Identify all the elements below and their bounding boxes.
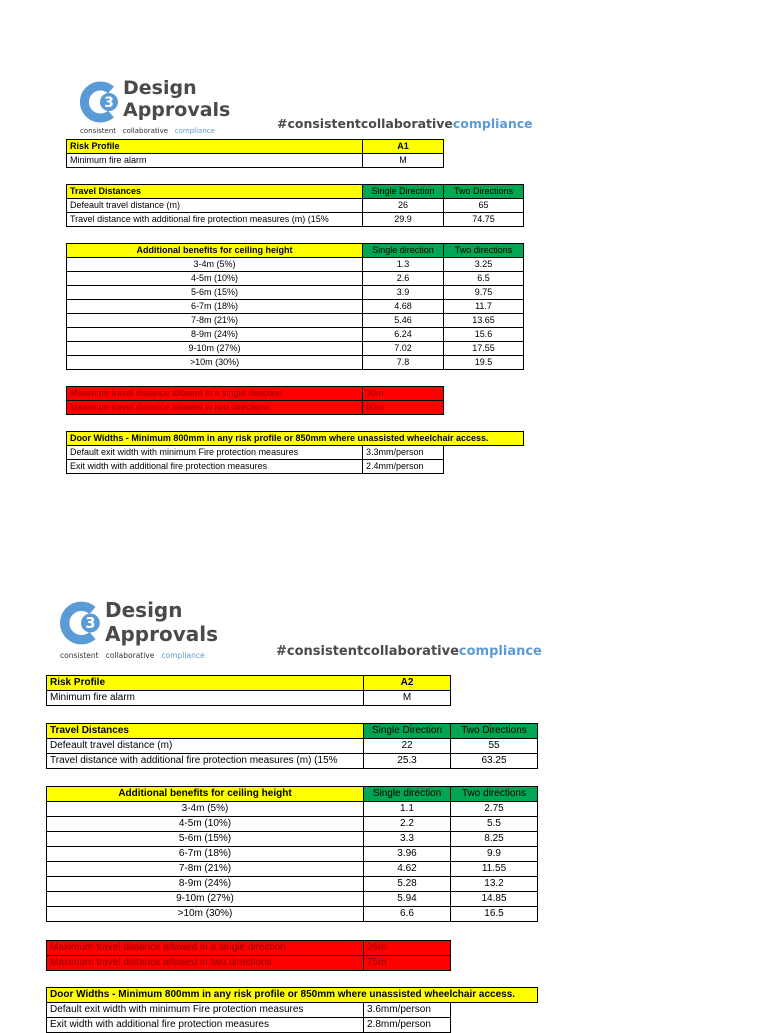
ceiling-row-two: 6.5 bbox=[444, 272, 524, 286]
table-row bbox=[67, 446, 524, 460]
logo-line2: Approvals bbox=[105, 622, 219, 646]
ceiling-row-two: 9.75 bbox=[444, 286, 524, 300]
ceiling-row-label: 3-4m (5%) bbox=[67, 258, 363, 272]
door-row-value: 2.4mm/person bbox=[363, 460, 444, 474]
ceiling-row-single: 1.3 bbox=[363, 258, 444, 272]
travel-row-single: 29.9 bbox=[363, 213, 444, 227]
ceiling-row-label: 3-4m (5%) bbox=[47, 802, 364, 817]
travel-row-single: 22 bbox=[364, 739, 451, 754]
ceiling-row-single: 4.68 bbox=[363, 300, 444, 314]
ceiling-row-two: 14.85 bbox=[451, 892, 538, 907]
risk-profile-label: Risk Profile bbox=[47, 676, 364, 691]
travel-row-label: Travel distance with additional fire protection measures (m) (15% bbox=[47, 754, 364, 769]
ceiling-row-single: 6.24 bbox=[363, 328, 444, 342]
ceiling-row-single: 5.94 bbox=[364, 892, 451, 907]
max-value: 75m bbox=[364, 956, 451, 971]
table-row bbox=[67, 342, 524, 356]
travel-row-two: 65 bbox=[444, 199, 524, 213]
ceiling-row-label: 5-6m (15%) bbox=[67, 286, 363, 300]
ceiling-row-single: 5.28 bbox=[364, 877, 451, 892]
door-row-value: 3.6mm/person bbox=[364, 1003, 451, 1018]
ceiling-row-label: 8-9m (24%) bbox=[47, 877, 364, 892]
ceiling-row-two: 2.75 bbox=[451, 802, 538, 817]
logo-tagline: consistent collaborative compliance bbox=[80, 127, 215, 135]
ceiling-height-table bbox=[66, 243, 524, 370]
alarm-value: M bbox=[364, 691, 451, 706]
risk-profile-code: A1 bbox=[363, 140, 444, 154]
alarm-label: Minimum fire alarm bbox=[47, 691, 364, 706]
max-value: 26m bbox=[364, 941, 451, 956]
ceiling-row-two: 19.5 bbox=[444, 356, 524, 370]
travel-header: Travel Distances bbox=[47, 724, 364, 739]
travel-row-two: 55 bbox=[451, 739, 538, 754]
hashtag: #consistentcollaborativecompliance bbox=[277, 116, 533, 131]
door-row-value: 3.3mm/person bbox=[363, 446, 444, 460]
ceiling-row-label: 4-5m (10%) bbox=[67, 272, 363, 286]
ceiling-row-single: 4.62 bbox=[364, 862, 451, 877]
logo-line1: Design bbox=[105, 598, 183, 622]
travel-distances-table bbox=[46, 723, 538, 769]
ceiling-row-single: 2.6 bbox=[363, 272, 444, 286]
table-row bbox=[67, 314, 524, 328]
door-row-label: Default exit width with minimum Fire protection measures bbox=[67, 446, 363, 460]
table-row bbox=[67, 213, 524, 227]
ceiling-row-two: 8.25 bbox=[451, 832, 538, 847]
ceiling-row-label: 7-8m (21%) bbox=[67, 314, 363, 328]
door-row-label: Exit width with additional fire protection measures bbox=[47, 1018, 364, 1033]
ceiling-row-two: 13.2 bbox=[451, 877, 538, 892]
travel-header: Travel Distances bbox=[67, 185, 363, 199]
door-header: Door Widths - Minimum 800mm in any risk profile or 850mm where unassisted wheelchair access. bbox=[47, 988, 538, 1003]
ceiling-row-two: 9.9 bbox=[451, 847, 538, 862]
travel-distances-table bbox=[66, 184, 524, 227]
travel-row-two: 74.75 bbox=[444, 213, 524, 227]
ceiling-row-label: 6-7m (18%) bbox=[47, 847, 364, 862]
c3-logo-icon bbox=[58, 600, 104, 646]
ceiling-row-single: 6.6 bbox=[364, 907, 451, 922]
table-row bbox=[67, 199, 524, 213]
travel-col-two: Two Directions bbox=[451, 724, 538, 739]
ceiling-row-label: 4-5m (10%) bbox=[47, 817, 364, 832]
c3-logo-icon bbox=[78, 80, 122, 124]
logo-tagline: consistent collaborative compliance bbox=[60, 651, 205, 660]
max-value: 90m bbox=[363, 401, 444, 415]
travel-row-single: 25.3 bbox=[364, 754, 451, 769]
table-row bbox=[67, 356, 524, 370]
table-row bbox=[47, 877, 538, 892]
ceiling-row-two: 3.25 bbox=[444, 258, 524, 272]
ceiling-row-label: 9-10m (27%) bbox=[67, 342, 363, 356]
ceiling-row-single: 5.46 bbox=[363, 314, 444, 328]
table-row bbox=[47, 907, 538, 922]
table-row bbox=[47, 847, 538, 862]
travel-col-two: Two Directions bbox=[444, 185, 524, 199]
max-travel-table bbox=[46, 940, 451, 971]
table-row bbox=[47, 941, 451, 956]
risk-profile-table bbox=[66, 139, 444, 168]
door-header: Door Widths - Minimum 800mm in any risk profile or 850mm where unassisted wheelchair access. bbox=[67, 432, 524, 446]
max-label: Maximum travel distance allowed in two directions bbox=[47, 956, 364, 971]
table-row bbox=[47, 754, 538, 769]
ceiling-col-two: Two directions bbox=[451, 787, 538, 802]
max-travel-table bbox=[66, 386, 444, 415]
door-widths-table bbox=[46, 987, 538, 1033]
ceiling-header: Additional benefits for ceiling height bbox=[47, 787, 364, 802]
table-row bbox=[47, 892, 538, 907]
svg-text:3: 3 bbox=[104, 95, 114, 111]
ceiling-row-two: 15.6 bbox=[444, 328, 524, 342]
ceiling-row-two: 5.5 bbox=[451, 817, 538, 832]
table-row bbox=[67, 460, 524, 474]
ceiling-row-label: 7-8m (21%) bbox=[47, 862, 364, 877]
door-widths-table bbox=[66, 431, 524, 474]
ceiling-height-table bbox=[46, 786, 538, 922]
table-row bbox=[47, 832, 538, 847]
table-row bbox=[67, 387, 444, 401]
risk-profile-table bbox=[46, 675, 451, 706]
ceiling-row-label: >10m (30%) bbox=[67, 356, 363, 370]
door-row-value: 2.8mm/person bbox=[364, 1018, 451, 1033]
table-row bbox=[47, 862, 538, 877]
max-label: Maximum travel distance allowed in a single direction bbox=[47, 941, 364, 956]
travel-row-label: Defeault travel distance (m) bbox=[67, 199, 363, 213]
table-row bbox=[47, 817, 538, 832]
alarm-value: M bbox=[363, 154, 444, 168]
ceiling-row-single: 3.96 bbox=[364, 847, 451, 862]
risk-profile-label: Risk Profile bbox=[67, 140, 363, 154]
ceiling-row-single: 1.1 bbox=[364, 802, 451, 817]
travel-col-single: Single Direction bbox=[364, 724, 451, 739]
ceiling-row-single: 2.2 bbox=[364, 817, 451, 832]
table-row bbox=[67, 272, 524, 286]
table-row bbox=[67, 258, 524, 272]
ceiling-row-label: >10m (30%) bbox=[47, 907, 364, 922]
risk-profile-code: A2 bbox=[364, 676, 451, 691]
ceiling-row-two: 11.55 bbox=[451, 862, 538, 877]
travel-row-two: 63.25 bbox=[451, 754, 538, 769]
table-row bbox=[47, 802, 538, 817]
ceiling-row-label: 9-10m (27%) bbox=[47, 892, 364, 907]
ceiling-col-single: Single direction bbox=[363, 244, 444, 258]
table-row bbox=[67, 328, 524, 342]
table-row bbox=[67, 286, 524, 300]
table-row bbox=[47, 956, 451, 971]
door-row-label: Default exit width with minimum Fire protection measures bbox=[47, 1003, 364, 1018]
travel-row-single: 26 bbox=[363, 199, 444, 213]
travel-col-single: Single Direction bbox=[363, 185, 444, 199]
ceiling-header: Additional benefits for ceiling height bbox=[67, 244, 363, 258]
ceiling-row-label: 8-9m (24%) bbox=[67, 328, 363, 342]
ceiling-row-two: 17.55 bbox=[444, 342, 524, 356]
ceiling-row-label: 6-7m (18%) bbox=[67, 300, 363, 314]
ceiling-col-single: Single direction bbox=[364, 787, 451, 802]
ceiling-row-single: 3.9 bbox=[363, 286, 444, 300]
ceiling-row-single: 7.8 bbox=[363, 356, 444, 370]
table-row bbox=[47, 1018, 538, 1033]
max-label: Maximum travel distance allowed in a single direction bbox=[67, 387, 363, 401]
table-row bbox=[47, 739, 538, 754]
logo-line2: Approvals bbox=[123, 99, 231, 121]
max-value: 30m bbox=[363, 387, 444, 401]
table-row bbox=[47, 1003, 538, 1018]
door-row-label: Exit width with additional fire protection measures bbox=[67, 460, 363, 474]
ceiling-row-two: 16.5 bbox=[451, 907, 538, 922]
ceiling-row-single: 3.3 bbox=[364, 832, 451, 847]
hashtag: #consistentcollaborativecompliance bbox=[276, 644, 542, 659]
table-row bbox=[67, 300, 524, 314]
ceiling-row-label: 5-6m (15%) bbox=[47, 832, 364, 847]
ceiling-col-two: Two directions bbox=[444, 244, 524, 258]
ceiling-row-two: 11.7 bbox=[444, 300, 524, 314]
travel-row-label: Travel distance with additional fire protection measures (m) (15% bbox=[67, 213, 363, 227]
max-label: Maximum travel distance allowed in two directions bbox=[67, 401, 363, 415]
svg-text:3: 3 bbox=[85, 615, 96, 633]
alarm-label: Minimum fire alarm bbox=[67, 154, 363, 168]
travel-row-label: Defeault travel distance (m) bbox=[47, 739, 364, 754]
ceiling-row-single: 7.02 bbox=[363, 342, 444, 356]
table-row bbox=[67, 401, 444, 415]
logo-line1: Design bbox=[123, 77, 197, 99]
ceiling-row-two: 13.65 bbox=[444, 314, 524, 328]
